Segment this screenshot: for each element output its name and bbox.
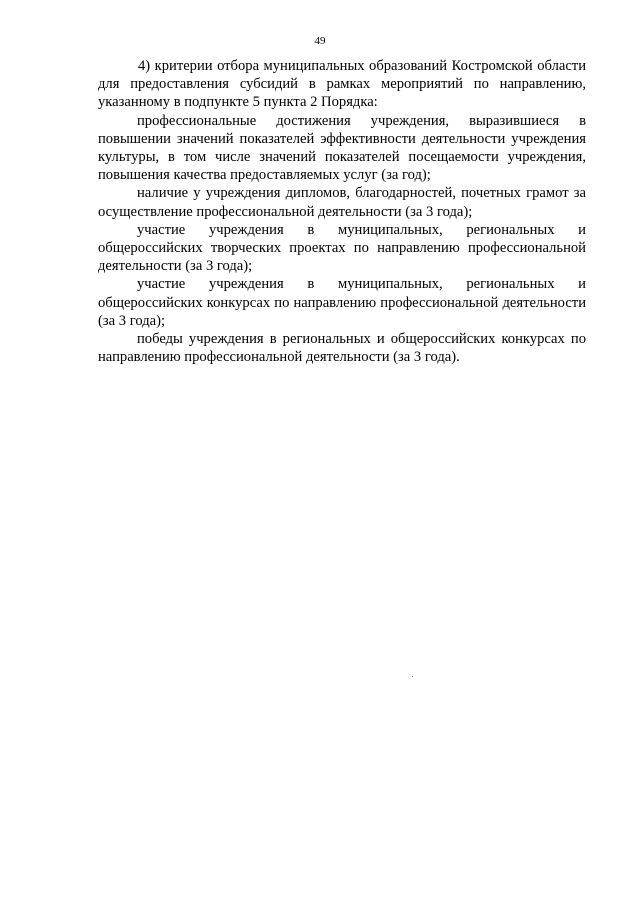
paragraph-diplomas: наличие у учреждения дипломов, благодарностей, почетных грамот за осуществление профессиональной деятельности (за 3 года); — [98, 185, 586, 220]
page-number: 49 — [314, 35, 326, 47]
paragraph-contests-participation: участие учреждения в муниципальных, региональных и общероссийских конкурсах по направлению профессиональной деятельности (за 3 года); — [98, 276, 586, 329]
paragraph-creative-projects: участие учреждения в муниципальных, региональных и общероссийских творческих проектах по направлению профессиональной деятельности (за 3 года); — [98, 221, 586, 275]
scan-speck — [412, 676, 413, 677]
paragraph-professional-achievements: профессиональные достижения учреждения, выразившиеся в повышении значений показателей эффективности деятельности учреждения культуры, в том числе значений показателей посещаемости учреждения, повышения качества предоставляемых услуг (за год); — [98, 112, 586, 184]
paragraph-criteria-intro: 4) критерии отбора муниципальных образований Костромской области для предоставления субсидий в рамках мероприятий по направлению, указанному в подпункте 5 пункта 2 Порядка: — [98, 58, 586, 111]
paragraph-contest-victories: победы учреждения в региональных и общероссийских конкурсах по направлению профессиональной деятельности (за 3 года). — [98, 331, 586, 366]
document-body — [98, 57, 586, 366]
